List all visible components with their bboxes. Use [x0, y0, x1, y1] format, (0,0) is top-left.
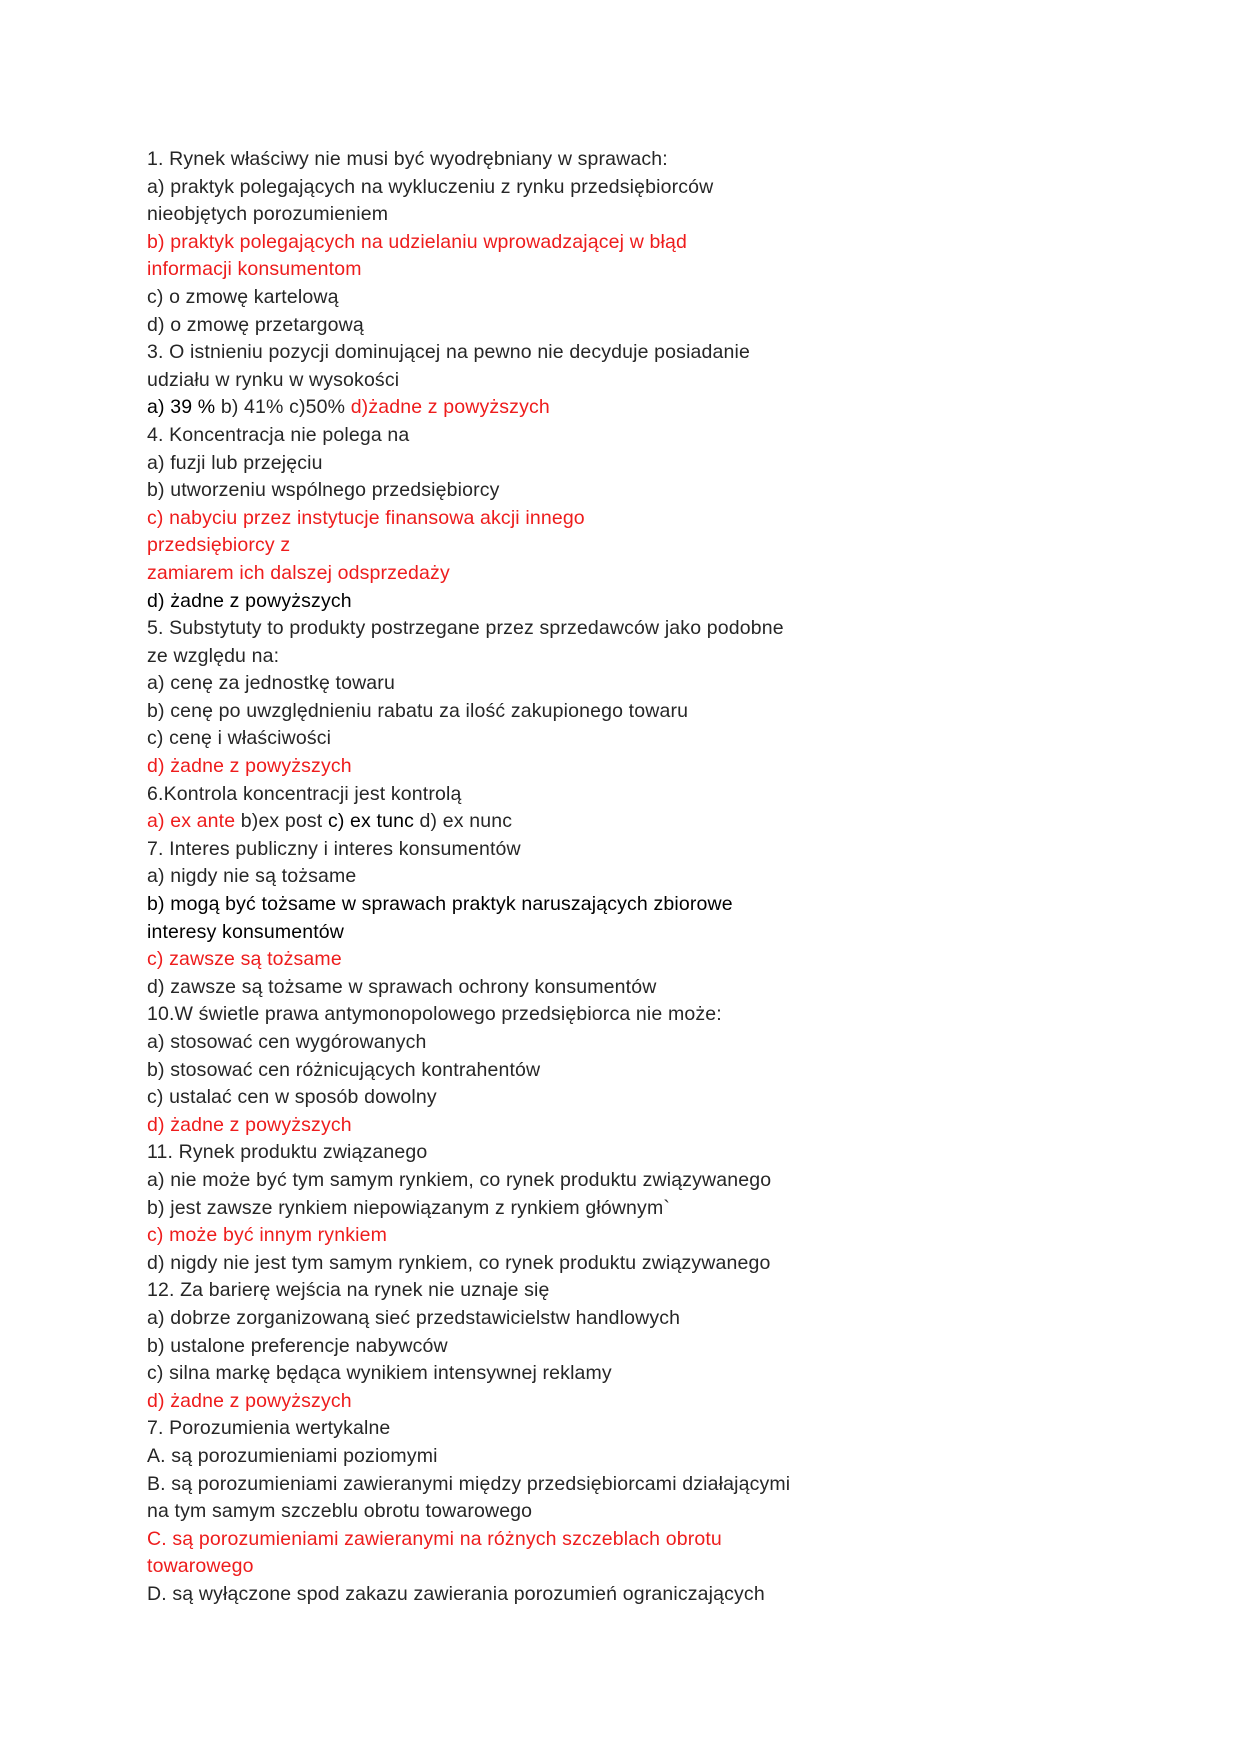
text-span: c) ustalać cen w sposób dowolny [147, 1086, 437, 1109]
text-line [147, 1112, 1147, 1140]
text-span: 3. O istnieniu pozycji dominującej na pewno nie decyduje posiadanie [147, 341, 751, 364]
text-span: a) dobrze zorganizowaną sieć przedstawicielstw handlowych [147, 1306, 681, 1329]
text-line [147, 532, 1147, 560]
text-line [147, 1250, 1147, 1278]
text-span: d) żadne z powyższych [147, 589, 352, 612]
text-span: ze względu na: [147, 644, 280, 667]
text-span: 5. Substytuty to produkty postrzegane przez sprzedawców jako podobne [147, 617, 784, 640]
highlighted-answer: informacji konsumentom [147, 258, 362, 281]
text-span: udziału w rynku w wysokości [147, 368, 400, 391]
text-line [147, 1415, 1147, 1443]
text-span: d) nigdy nie jest tym samym rynkiem, co rynek produktu związywanego [147, 1251, 771, 1274]
text-line [147, 146, 1147, 174]
text-span: a) stosować cen wygórowanych [147, 1031, 427, 1053]
text-span: a) nigdy nie są tożsame [147, 865, 357, 888]
text-line [147, 1443, 1147, 1471]
text-span: b) mogą być tożsame w sprawach praktyk naruszających zbiorowe [147, 893, 733, 916]
text-line [147, 1498, 1147, 1526]
text-span: a) cenę za jednostkę towaru [147, 672, 395, 695]
text-line [147, 312, 1147, 340]
text-span: 11. Rynek produktu związanego [147, 1141, 428, 1164]
text-span: a) 39 % [147, 396, 216, 419]
text-line [147, 1029, 1147, 1057]
highlighted-answer: d)żadne z powyższych [350, 396, 550, 419]
text-span: B. są porozumieniami zawieranymi między przedsiębiorcami działającymi [147, 1472, 791, 1495]
text-line [147, 560, 1147, 588]
text-span: b) jest zawsze rynkiem niepowiązanym z rynkiem głównym` [147, 1196, 670, 1219]
text-span: b) stosować cen różnicujących kontrahentów [147, 1058, 541, 1081]
text-span: c) ex tunc [327, 810, 414, 833]
text-span: 6.Kontrola koncentracji jest kontrolą [147, 782, 462, 805]
highlighted-answer: c) może być innym rynkiem [147, 1224, 387, 1247]
text-span: 10.W świetle prawa antymonopolowego przedsiębiorca nie może: [147, 1003, 722, 1026]
text-span: b) cenę po uwzględnieniu rabatu za ilość zakupionego towaru [147, 699, 689, 722]
text-span: a) praktyk polegających na wykluczeniu z rynku przedsiębiorców [147, 175, 714, 198]
text-span: na tym samym szczeblu obrotu towarowego [147, 1500, 533, 1523]
text-line [147, 394, 1147, 422]
text-line [147, 670, 1147, 698]
text-line [147, 1305, 1147, 1333]
document-body [147, 146, 1147, 1608]
text-span: 7. Porozumienia wertykalne [147, 1417, 391, 1440]
text-span: D. są wyłączone spod zakazu zawierania porozumień ograniczających [147, 1582, 765, 1605]
highlighted-answer: towarowego [147, 1555, 254, 1578]
text-span: d) zawsze są tożsame w sprawach ochrony konsumentów [147, 975, 657, 998]
text-line [147, 422, 1147, 450]
text-line [147, 339, 1147, 367]
text-line [147, 836, 1147, 864]
text-line [147, 808, 1147, 836]
text-line [147, 781, 1147, 809]
text-line [147, 919, 1147, 947]
text-line [147, 229, 1147, 257]
text-line [147, 1084, 1147, 1112]
highlighted-answer: zamiarem ich dalszej odsprzedaży [147, 561, 450, 584]
text-line [147, 615, 1147, 643]
text-span: c) cenę i właściwości [147, 727, 332, 750]
highlighted-answer: b) praktyk polegających na udzielaniu wprowadzającej w błąd [147, 230, 687, 253]
text-span: 1. Rynek właściwy nie musi być wyodrębniany w sprawach: [147, 148, 668, 170]
text-span: 12. Za barierę wejścia na rynek nie uznaje się [147, 1279, 550, 1302]
highlighted-answer: a) ex ante [147, 810, 236, 833]
text-line [147, 505, 1147, 533]
text-line [147, 891, 1147, 919]
text-line [147, 1277, 1147, 1305]
text-span: b) utworzeniu wspólnego przedsiębiorcy [147, 479, 500, 502]
highlighted-answer: c) nabyciu przez instytucje finansowa akcji innego [147, 506, 585, 529]
text-line [147, 974, 1147, 1002]
text-line [147, 1360, 1147, 1388]
text-line [147, 698, 1147, 726]
text-span: a) fuzji lub przejęciu [147, 451, 323, 474]
highlighted-answer: c) zawsze są tożsame [147, 948, 342, 971]
text-span: c) silna markę będąca wynikiem intensywnej reklamy [147, 1362, 612, 1385]
highlighted-answer: C. są porozumieniami zawieranymi na różnych szczeblach obrotu [147, 1527, 722, 1550]
text-line [147, 588, 1147, 616]
text-line [147, 201, 1147, 229]
highlighted-answer: d) żadne z powyższych [147, 1389, 352, 1412]
highlighted-answer: przedsiębiorcy z [147, 534, 291, 557]
text-span: A. są porozumieniami poziomymi [147, 1444, 438, 1467]
text-line [147, 725, 1147, 753]
text-line [147, 1001, 1147, 1029]
text-line [147, 284, 1147, 312]
text-line [147, 946, 1147, 974]
text-line [147, 367, 1147, 395]
highlighted-answer: d) żadne z powyższych [147, 1113, 352, 1136]
text-line [147, 1388, 1147, 1416]
highlighted-answer: d) żadne z powyższych [147, 755, 352, 778]
text-line [147, 1333, 1147, 1361]
text-span: a) nie może być tym samym rynkiem, co rynek produktu związywanego [147, 1168, 772, 1191]
text-span: b) ustalone preferencje nabywców [147, 1334, 448, 1357]
text-span: 7. Interes publiczny i interes konsumentów [147, 837, 521, 860]
text-line [147, 256, 1147, 284]
text-span: b)ex post [235, 810, 328, 833]
text-line [147, 1057, 1147, 1085]
text-line [147, 643, 1147, 671]
text-line [147, 1471, 1147, 1499]
text-line [147, 1195, 1147, 1223]
text-line [147, 1222, 1147, 1250]
text-span: c) o zmowę kartelową [147, 285, 339, 308]
text-span: d) ex nunc [413, 810, 513, 833]
text-line [147, 1139, 1147, 1167]
text-span: 4. Koncentracja nie polega na [147, 423, 410, 446]
text-line [147, 1553, 1147, 1581]
text-span: interesy konsumentów [147, 920, 345, 943]
text-line [147, 1526, 1147, 1554]
text-span: nieobjętych porozumieniem [147, 203, 389, 226]
text-span: b) 41% c)50% [215, 396, 351, 419]
text-line [147, 1167, 1147, 1195]
text-line [147, 174, 1147, 202]
text-line [147, 863, 1147, 891]
text-line [147, 1581, 1147, 1609]
text-span: d) o zmowę przetargową [147, 313, 364, 336]
text-line [147, 477, 1147, 505]
text-line [147, 753, 1147, 781]
text-line [147, 450, 1147, 478]
